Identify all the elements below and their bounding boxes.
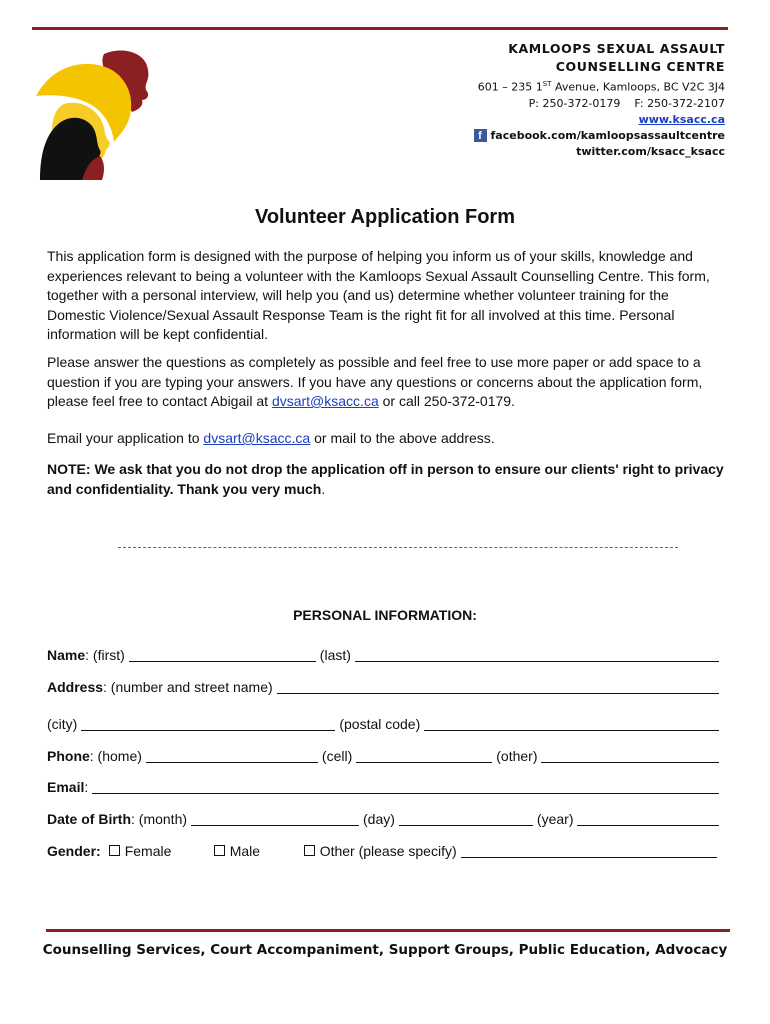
gender-row: Gender: Female Male Other (please specify): [47, 841, 723, 859]
first-name-field[interactable]: [129, 647, 316, 662]
name-label: Name: [47, 647, 86, 663]
org-phone-fax: P: 250-372-0179 F: 250-372-2107: [528, 96, 725, 110]
website-link[interactable]: www.ksacc.ca: [638, 112, 725, 126]
email-row: Email:: [47, 777, 723, 795]
gender-label: Gender: [47, 843, 97, 859]
email-paragraph: Email your application to dvsart@ksacc.ca or mail to the above address.: [47, 430, 495, 446]
female-checkbox[interactable]: [109, 845, 120, 856]
phone-label: Phone: [47, 748, 90, 764]
street-address-field[interactable]: [277, 679, 719, 694]
ksacc-logo: [34, 40, 162, 182]
header-rule: [32, 27, 728, 30]
female-label: Female: [124, 843, 172, 859]
male-label: Male: [229, 843, 261, 859]
other-gender-checkbox[interactable]: [304, 845, 315, 856]
last-name-field[interactable]: [355, 647, 719, 662]
dob-year-field[interactable]: [577, 811, 719, 826]
org-name-line2: COUNSELLING CENTRE: [555, 59, 725, 74]
application-email-link[interactable]: dvsart@ksacc.ca: [203, 430, 311, 446]
facebook-line[interactable]: [474, 128, 726, 144]
privacy-note: NOTE: We ask that you do not drop the application off in person to ensure our clients' right to privacy and confidentiality. Thank you very much.: [47, 461, 724, 497]
org-address: 601 – 235 1ST Avenue, Kamloops, BC V2C 3J4: [477, 80, 725, 94]
email-field[interactable]: [92, 779, 719, 794]
dob-day-field[interactable]: [399, 811, 533, 826]
contact-email-link[interactable]: dvsart@ksacc.ca: [271, 393, 379, 409]
org-contact-block: [474, 40, 726, 160]
instructions-paragraph: Please answer the questions as completely as possible and feel free to use more paper or add space to a question if you are typing your answers. If you have any questions or concerns about the application form, please feel free to contact Abigail at dvsart@ksacc.ca or call 250-372-0179.: [47, 354, 703, 409]
city-row: (city) (postal code): [47, 714, 723, 732]
facebook-handle: facebook.com/kamloopsassaultcentre: [490, 128, 725, 142]
dob-month-field[interactable]: [191, 811, 359, 826]
home-phone-field[interactable]: [146, 748, 318, 763]
facebook-icon: f: [474, 129, 487, 142]
footer-rule: [46, 929, 730, 932]
email-label: Email: [47, 779, 85, 795]
city-field[interactable]: [81, 716, 335, 731]
postal-code-field[interactable]: [424, 716, 719, 731]
footer-services: Counselling Services, Court Accompaniment, Support Groups, Public Education, Advocacy: [42, 942, 728, 958]
twitter-handle[interactable]: twitter.com/ksacc_ksacc: [576, 144, 725, 158]
other-gender-field[interactable]: [461, 843, 717, 858]
org-name-line1: KAMLOOPS SEXUAL ASSAULT: [508, 41, 725, 56]
form-title: Volunteer Application Form: [254, 206, 515, 228]
intro-paragraph: This application form is designed with the purpose of helping you inform us of your skills, knowledge and experiences relevant to being a volunteer with the Kamloops Sexual Assault Counselling Centre. This form, together with a personal interview, will help you (and us) determine whether volunteer training for the Domestic Violence/Sexual Assault Response Team is the right fit for all involved at this time. Personal information will be kept confidential.: [47, 248, 710, 342]
dob-row: Date of Birth: (month) (day) (year): [47, 809, 723, 827]
other-phone-field[interactable]: [541, 748, 719, 763]
other-gender-label: Other (please specify): [319, 843, 457, 859]
male-checkbox[interactable]: [214, 845, 225, 856]
phone-row: Phone: (home) (cell) (other): [47, 746, 723, 764]
cell-phone-field[interactable]: [356, 748, 492, 763]
name-row: Name: (first) (last): [47, 645, 723, 663]
personal-info-heading: PERSONAL INFORMATION:: [293, 607, 477, 623]
address-label: Address: [47, 679, 104, 695]
dob-label: Date of Birth: [47, 811, 131, 827]
address-row: Address: (number and street name): [47, 677, 723, 695]
dashed-separator: [118, 547, 678, 548]
